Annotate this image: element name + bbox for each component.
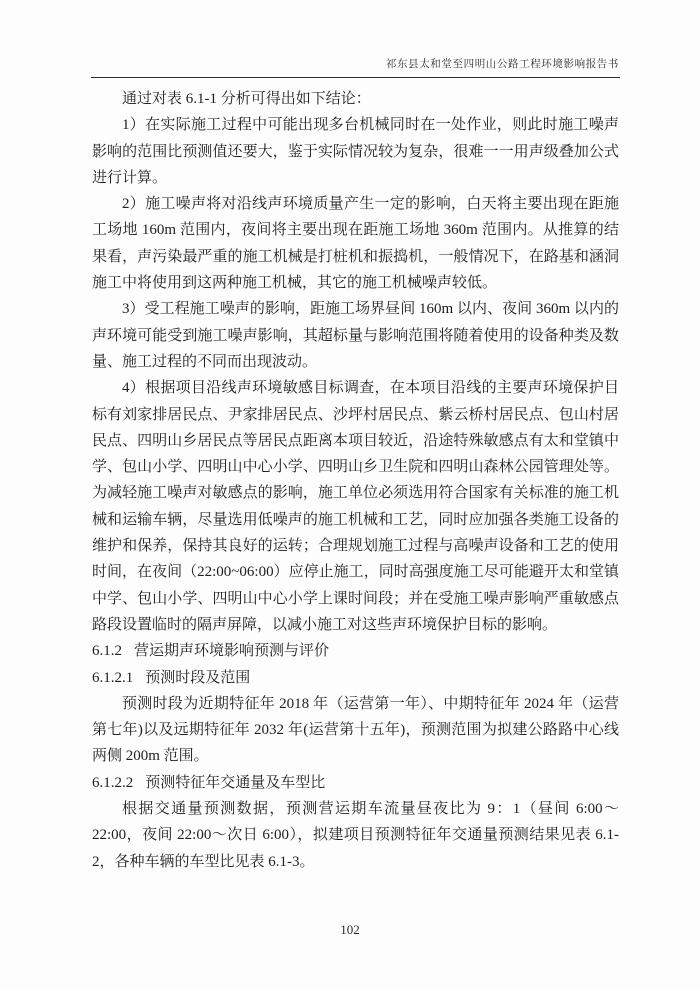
paragraph-conclusion-point-3: 3）受工程施工噪声的影响，距施工场界昼间 160m 以内、夜间 360m 以内的声环境可能受到施工噪声影响，其超标量与影响范围将随着使用的设备种类及数量、施工过程的不同而出现波动。 (92, 301, 619, 370)
section-title: 营运期声环境影响预测与评价 (134, 643, 330, 660)
section-title: 预测时段及范围 (145, 669, 251, 686)
section-number: 6.1.2 (92, 643, 122, 660)
section-title: 预测特征年交通量及车型比 (145, 774, 326, 791)
section-number: 6.1.2.2 (92, 774, 134, 791)
paragraph-conclusion-point-1: 1）在实际施工过程中可能出现多台机械同时在一处作业，则此时施工噪声影响的范围比预测值还要大，鉴于实际情况较为复杂，很难一一用声级叠加公式进行计算。 (92, 117, 619, 186)
page-number: 102 (340, 922, 360, 937)
paragraph-prediction-period: 预测时段为近期特征年 2018 年（运营第一年）、中期特征年 2024 年（运营第七年)以及远期特征年 2032 年(运营第十五年)，预测范围为拟建公路路中心线两侧 200m 范围。 (92, 695, 619, 765)
running-header: 祁东县太和堂至四明山公路工程环境影响报告书 (385, 59, 619, 70)
paragraph-conclusion-intro: 通过对表 6.1-1 分析可得出如下结论： (122, 91, 371, 107)
paragraph-conclusion-point-2: 2）施工噪声将对沿线声环境质量产生一定的影响，白天将主要出现在距施工场地 160m 范围内，夜间将主要出现在距施工场地 360m 范围内。从推算的结果看，声污染最严重的施工机械是打桩机和振捣机，一般情况下，在路基和涵洞施工中将使用到这两种施工机械，其它的施工机械噪声较低。 (92, 196, 619, 292)
section-heading-6-1-2 (92, 638, 619, 664)
document-body (92, 86, 619, 875)
header-divider (91, 77, 620, 78)
paragraph-traffic-volume: 根据交通量预测数据，预测营运期车流量昼夜比为 9：1（昼间 6:00～22:00，夜间 22:00～次日 6:00），拟建项目预测特征年交通量预测结果见表 6.1-2，各种车辆的车型比见表 6.1-3。 (92, 801, 619, 870)
section-heading-6-1-2-1 (92, 665, 619, 691)
section-number: 6.1.2.1 (92, 669, 134, 686)
section-heading-6-1-2-2 (92, 770, 619, 796)
paragraph-conclusion-point-4: 4）根据项目沿线声环境敏感目标调查，在本项目沿线的主要声环境保护目标有刘家排居民点、尹家排居民点、沙坪村居民点、紫云桥村居民点、包山村居民点、四明山乡居民点等居民点距离本项目较近，沿途特殊敏感点有太和堂镇中学、包山小学、四明山中心小学、四明山乡卫生院和四明山森林公园管理处等。为减轻施工噪声对敏感点的影响，施工单位必须选用符合国家有关标准的施工机械和运输车辆，尽量选用低噪声的施工机械和工艺，同时应加强各类施工设备的维护和保养，保持其良好的运转；合理规划施工过程与高噪声设备和工艺的使用时间，在夜间（22:00~06:00）应停止施工，同时高强度施工尽可能避开太和堂镇中学、包山小学、四明山中心小学上课时间段；并在受施工噪声影响严重敏感点路段设置临时的隔声屏障，以减小施工对这些声环境保护目标的影响。 (92, 380, 619, 633)
